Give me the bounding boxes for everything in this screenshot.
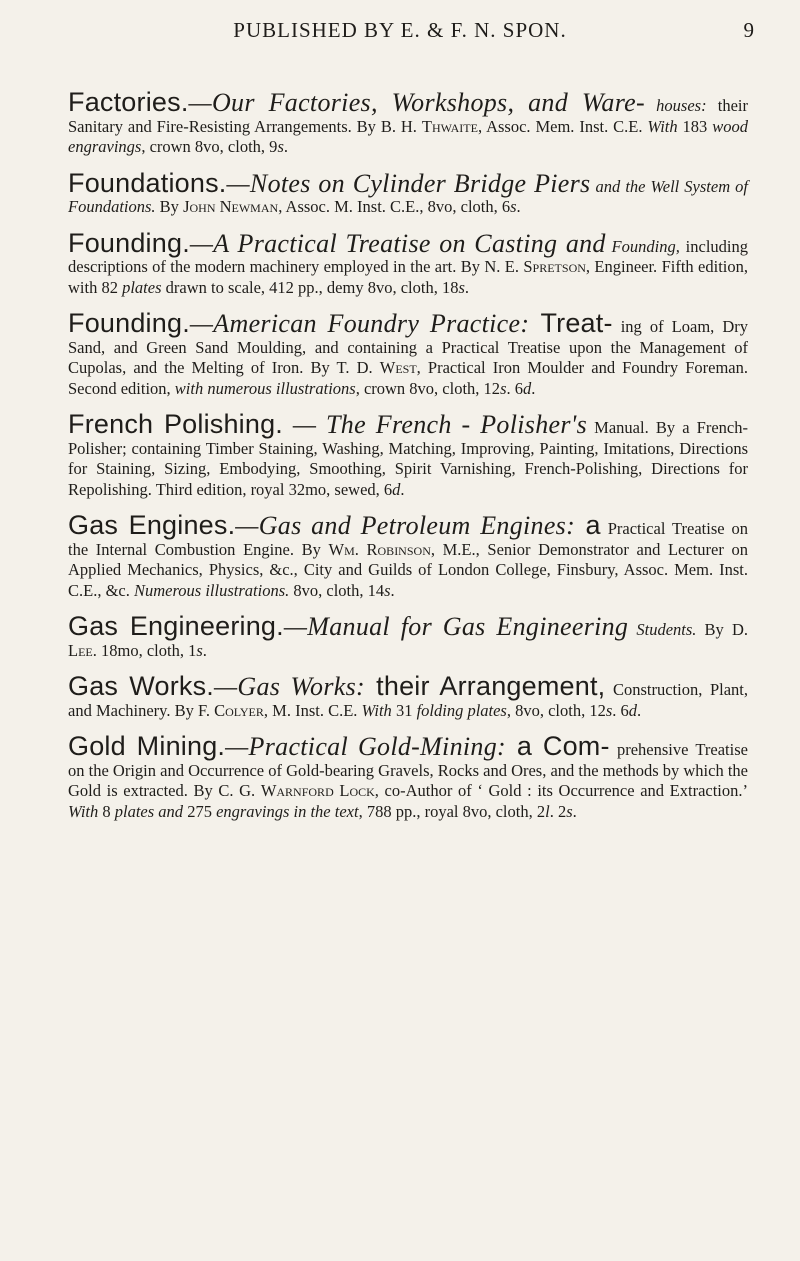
- entry-text-run: Treat-: [529, 308, 613, 338]
- entry-text-run: . 2: [549, 801, 567, 821]
- entry-text-run: s: [510, 197, 517, 216]
- entry-text-run: Practical Treatise on the Internal Combustion Engine. By: [68, 519, 749, 559]
- entry-text-run: 8: [98, 801, 115, 821]
- entry-text-run: .: [202, 640, 207, 660]
- entry-text-run: With: [68, 801, 99, 821]
- entry-text-run: a Com-: [505, 731, 610, 761]
- entry-gold-mining: [68, 731, 748, 822]
- entry-heading: French Polishing.: [68, 409, 284, 439]
- entry-heading: Gas Engineering.: [68, 611, 284, 641]
- entry-text-run: By: [155, 197, 184, 216]
- entry-text: [68, 611, 748, 661]
- entry-text-run: 8vo, cloth, 14: [289, 580, 385, 600]
- entry-text: [68, 510, 749, 601]
- entry-subtitle: —Our Factories, Workshops, and Ware-: [188, 88, 645, 117]
- entry-subtitle: —Gas and Petroleum Engines:: [235, 511, 576, 540]
- entry-text-run: 275: [183, 801, 217, 821]
- entry-text-run: , Engineer. Fifth edition, with 82: [68, 257, 748, 297]
- entry-text-run: , Assoc. Mem. Inst. C.E.: [477, 116, 648, 136]
- publisher-heading: PUBLISHED BY E. & F. N. SPON.: [233, 18, 567, 42]
- entry-text-run: s: [196, 640, 203, 660]
- entry-text-run: and the Well System of Foundations.: [68, 176, 748, 216]
- entry-text-run: houses:: [644, 96, 707, 115]
- entry-text-run: Wm. Robinson: [328, 539, 431, 559]
- entry-text-run: ing of Loam, Dry Sand, and Green Sand Moulding, and containing a Practical Treatise upon the Management of Cupolas, and the Melting of Iron. By T. D.: [68, 317, 748, 377]
- entry-text-run: plates: [122, 277, 162, 297]
- entry-text-run: Lee: [68, 640, 93, 660]
- entry-text-run: d: [628, 700, 638, 720]
- entry-text: [68, 671, 748, 721]
- entry-text-run: their Sanitary and Fire-Resisting Arrangements. By B. H.: [68, 96, 748, 136]
- entry-text-run: Spretson: [523, 257, 586, 276]
- entry-text-run: with numerous illustrations: [174, 378, 356, 398]
- entry-subtitle: —Practical Gold-Mining:: [225, 732, 506, 761]
- entry-text-run: d: [392, 479, 401, 499]
- entry-text-run: .: [637, 700, 642, 720]
- entry-text-run: s: [384, 580, 391, 600]
- entry-text-run: . 6: [612, 700, 629, 720]
- entry-text-run: Manual. By a French-Polisher; containing Timber Staining, Washing, Matching, Improving, Painting, Imitations, Directions for Staining, Sizing, Embodying, Smoothing, Spirit Varnishing, French-Polishing, Directions for Repolishing. Third edition, royal 32mo, sewed, 6: [68, 418, 748, 499]
- entry-founding-practical: [68, 227, 748, 299]
- entry-text-run: .: [516, 197, 521, 216]
- entry-text-run: Construction, Plant, and Machinery. By F.: [68, 680, 748, 720]
- entry-text-run: , Assoc. M. Inst. C.E., 8vo, cloth, 6: [278, 197, 511, 216]
- entry-text-run: With: [647, 116, 678, 136]
- entry-text: [68, 308, 748, 399]
- entry-heading: Gas Works.: [68, 671, 214, 701]
- entry-text-run: John Newman: [183, 197, 279, 216]
- entry-heading: Gold Mining.: [68, 731, 226, 761]
- entry-gas-engineering: [68, 611, 748, 661]
- entry-text-run: , M.E., Senior Demonstrator and Lecturer on Applied Mechanics, Physics, &c., City and Guilds of London College, Finsbury, Assoc. Mem. Inst. C.E., &c.: [68, 539, 748, 600]
- entry-subtitle: —Gas Works:: [214, 672, 365, 701]
- entry-text-run: .: [572, 801, 577, 821]
- entry-text-run: , 8vo, cloth, 12: [506, 700, 606, 720]
- entry-gas-works: [68, 671, 748, 721]
- entry-text-run: s: [458, 277, 465, 297]
- entry-subtitle: —American Foundry Practice:: [189, 309, 530, 338]
- entry-subtitle: —Notes on Cylinder Bridge Piers: [226, 168, 591, 198]
- entry-text-run: 183: [677, 116, 713, 136]
- entry-text-run: By D.: [696, 620, 748, 639]
- page-number: 9: [743, 18, 754, 42]
- entry-text-run: s: [277, 137, 284, 156]
- entry-text-run: , crown 8vo, cloth, 9: [141, 137, 278, 156]
- entry-text-run: l: [545, 801, 550, 821]
- entry-text: [68, 409, 748, 500]
- entry-text-run: s: [500, 378, 507, 398]
- catalogue-entries: [68, 87, 749, 837]
- entry-text-run: .: [283, 137, 288, 156]
- entry-text-run: . 18mo, cloth, 1: [92, 640, 197, 660]
- entry-heading: Founding.: [68, 227, 190, 258]
- entry-text-run: prehensive Treatise on the Origin and Occurrence of Gold-bearing Gravels, Rocks and Ores, and the methods by which the Gold is extracted. By C. G.: [68, 740, 748, 800]
- entry-text-run: West: [379, 358, 417, 377]
- entry-text-run: Students.: [628, 620, 697, 639]
- entry-founding-american: [68, 308, 748, 399]
- entry-text-run: plates and: [114, 801, 184, 821]
- entry-text-run: Thwaite: [421, 116, 478, 136]
- entry-text-run: Numerous illustrations.: [134, 580, 290, 600]
- entry-factories: [68, 87, 748, 158]
- entry-text: [68, 731, 748, 822]
- entry-subtitle: —Manual for Gas Engineering: [283, 612, 629, 641]
- entry-text-run: , crown 8vo, cloth, 12: [355, 378, 501, 398]
- entry-text-run: a: [575, 510, 601, 540]
- entry-text-run: drawn to scale, 412 pp., demy 8vo, cloth, 18: [161, 277, 459, 297]
- entry-text-run: their Arrangement,: [365, 671, 606, 701]
- entry-text-run: Colyer: [214, 700, 264, 720]
- entry-text-run: With: [361, 700, 392, 720]
- entry-text-run: 31: [391, 700, 417, 720]
- page-header: [0, 14, 800, 48]
- entry-gas-engines: [68, 510, 749, 601]
- entry-subtitle: — The French - Polisher's: [283, 410, 588, 439]
- entry-text-run: Warnford Lock: [260, 781, 375, 800]
- entry-text-run: .: [400, 479, 405, 499]
- entry-text: [68, 227, 748, 299]
- entry-text: [68, 87, 748, 158]
- entry-heading: Gas Engines.: [68, 510, 236, 540]
- entry-text-run: s: [566, 801, 573, 821]
- entry-text-run: including descriptions of the modern machinery employed in the art. By N. E.: [68, 236, 748, 276]
- entry-text-run: s: [605, 700, 613, 720]
- entry-heading: Foundations.: [68, 167, 227, 198]
- entry-subtitle: —A Practical Treatise on Casting and: [189, 228, 606, 258]
- entry-heading: Factories.: [68, 87, 189, 117]
- entry-text-run: Founding,: [605, 236, 680, 256]
- entry-text-run: , co-Author of ‘ Gold : its Occurrence and Extraction.’: [374, 781, 748, 800]
- entry-text-run: , M. Inst. C.E.: [263, 700, 362, 720]
- entry-text-run: .: [531, 378, 536, 398]
- entry-french-polishing: [68, 409, 748, 500]
- entry-text-run: , Practical Iron Moulder and Foundry Foreman. Second edition,: [68, 358, 748, 398]
- entry-text-run: .: [464, 277, 470, 297]
- entry-text-run: engravings in the text: [216, 801, 359, 821]
- entry-heading: Founding.: [68, 308, 190, 338]
- entry-text-run: .: [390, 580, 395, 600]
- entry-foundations: [68, 167, 748, 218]
- entry-text-run: folding plates: [416, 700, 507, 720]
- entry-text-run: , 788 pp., royal 8vo, cloth, 2: [358, 801, 546, 821]
- entry-text-run: . 6: [506, 378, 523, 398]
- entry-text-run: wood engravings: [68, 116, 748, 156]
- entry-text-run: d: [522, 378, 532, 398]
- entry-text: [68, 167, 748, 218]
